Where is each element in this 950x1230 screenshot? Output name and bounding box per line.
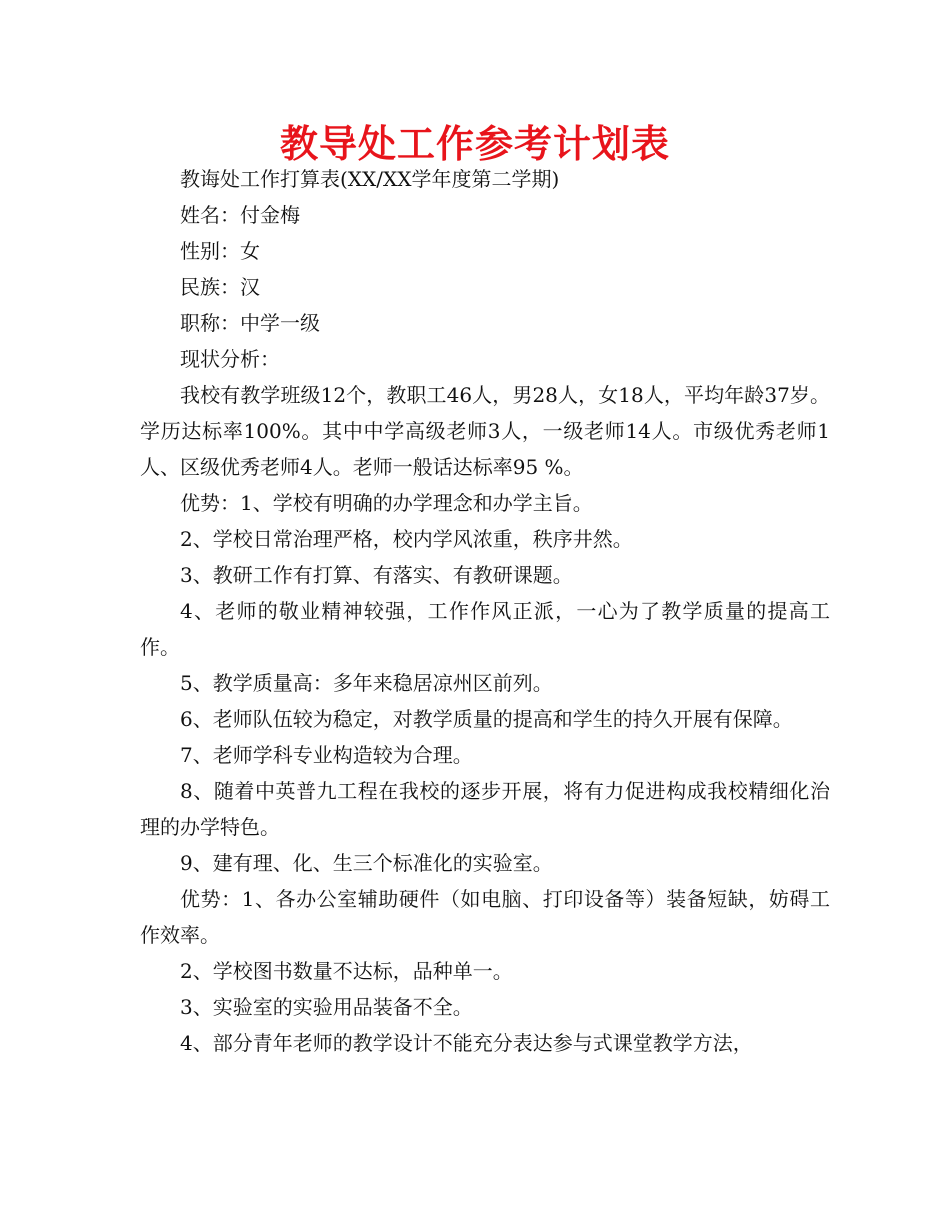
document-body — [140, 161, 830, 1061]
paragraph-advantage-8: 8、随着中英普九工程在我校的逐步开展，将有力促进构成我校精细化治理的办学特色。 — [140, 779, 830, 839]
paragraph-title-rank: 职称：中学一级 — [180, 311, 320, 335]
paragraph-advantage-4: 4、老师的敬业精神较强，工作作风正派，一心为了教学质量的提高工作。 — [140, 599, 830, 659]
paragraph-advantage-5: 5、教学质量高：多年来稳居凉州区前列。 — [180, 671, 553, 695]
paragraph-advantage-1: 优势：1、学校有明确的办学理念和办学主旨。 — [180, 491, 593, 515]
paragraph-status-heading: 现状分析： — [180, 347, 280, 371]
paragraph-ethnicity: 民族：汉 — [180, 275, 260, 299]
paragraph-weakness-3: 3、实验室的实验用品装备不全。 — [180, 995, 473, 1019]
paragraph-status-detail: 我校有教学班级12个，教职工46人，男28人，女18人，平均年龄37岁。学历达标率100%。其中中学高级老师3人，一级老师14人。市级优秀老师1人、区级优秀老师4人。老师一般话达标率95 %。 — [140, 383, 830, 479]
paragraph-subtitle: 教诲处工作打算表(XX/XX学年度第二学期) — [180, 167, 560, 191]
paragraph-advantage-2: 2、学校日常治理严格，校内学风浓重，秩序井然。 — [180, 527, 633, 551]
paragraph-advantage-6: 6、老师队伍较为稳定，对教学质量的提高和学生的持久开展有保障。 — [180, 707, 793, 731]
paragraph-weakness-2: 2、学校图书数量不达标，品种单一。 — [180, 959, 513, 983]
document-title: 教导处工作参考计划表 — [279, 122, 670, 166]
paragraph-weakness-4: 4、部分青年老师的教学设计不能充分表达参与式课堂教学方法， — [180, 1031, 753, 1055]
paragraph-weakness-1: 优势：1、各办公室辅助硬件（如电脑、打印设备等）装备短缺，妨碍工作效率。 — [140, 887, 830, 947]
paragraph-advantage-9: 9、建有理、化、生三个标准化的实验室。 — [180, 851, 553, 875]
paragraph-gender: 性别：女 — [180, 239, 260, 263]
paragraph-name: 姓名：付金梅 — [180, 203, 300, 227]
paragraph-advantage-7: 7、老师学科专业构造较为合理。 — [180, 743, 473, 767]
paragraph-advantage-3: 3、教研工作有打算、有落实、有教研课题。 — [180, 563, 573, 587]
